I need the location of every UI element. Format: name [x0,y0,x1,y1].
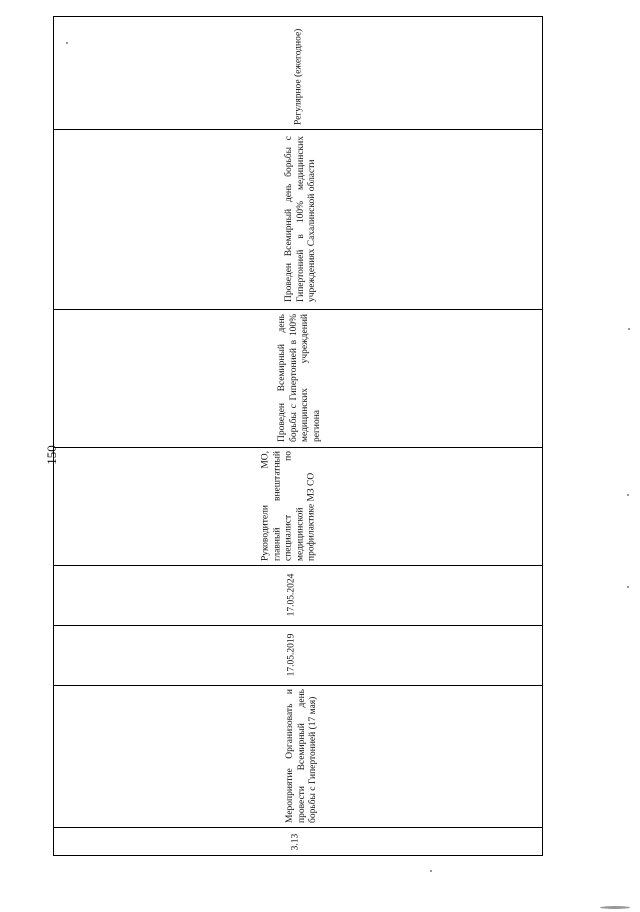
scan-speck [66,42,68,44]
responsible-cell [250,447,328,565]
actual-result-text: Проведен Всемирный день борьбы с Гипертонией в 100% медицинских учреждениях Сахалинской области [283,136,317,302]
event-text: Мероприятие Организовать и провести Всемирный день борьбы с Гипертонией (17 мая) [284,689,318,823]
plan-table [53,16,543,856]
scan-speck [600,906,630,909]
row-number-cell [284,827,308,857]
scan-speck [627,586,629,588]
scan-speck [430,870,432,872]
expected-result-cell [270,309,330,447]
actual-result-cell [272,129,330,309]
scan-speck [628,328,630,330]
page-number: 150 [44,445,59,465]
start-date-cell [280,625,304,685]
start-date-text: 17.05.2019 [286,633,297,677]
end-date-text: 17.05.2024 [286,573,297,617]
responsible-text: Руководители МО, главный внештатный специалист по медицинской профилактике МЗ СО [260,451,317,561]
periodicity-cell [274,17,324,129]
scan-speck [627,494,629,496]
expected-result-text: Проведен Всемирный день борьбы с Гипертонией в 100% медицинских учреждений региона [277,314,322,442]
row-number-text: 3.13 [290,833,301,851]
end-date-cell [280,565,304,625]
periodicity-text: Регулярное (ежегодное) [293,28,304,125]
event-cell [272,685,332,827]
